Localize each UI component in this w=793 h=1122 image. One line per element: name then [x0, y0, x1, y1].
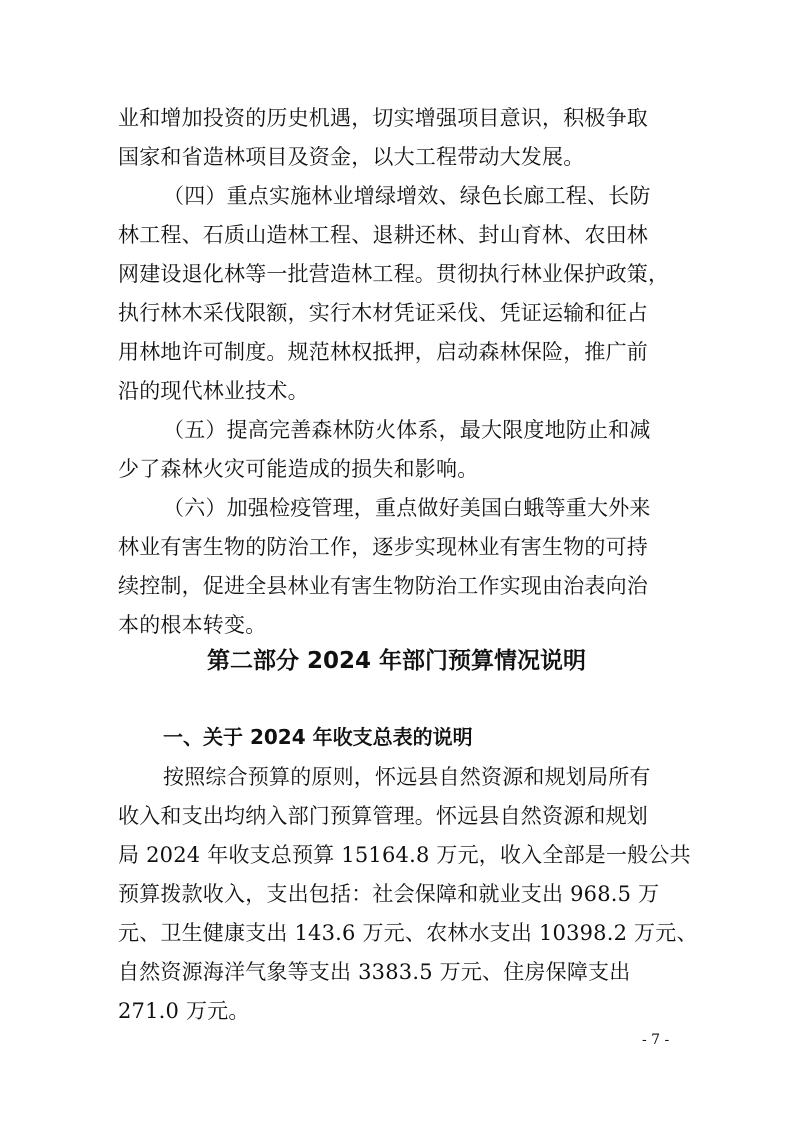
paragraph-six-first-line: （六）加强检疫管理，重点做好美国白蛾等重大外来 [163, 496, 651, 520]
text-line: 林业有害生物的防治工作，逐步实现林业有害生物的可持 [118, 535, 648, 559]
text-line: 林工程、石质山造林工程、退耕还林、封山育林、农田林 [118, 223, 648, 247]
text-line: 收入和支出均纳入部门预算管理。怀远县自然资源和规划 [118, 804, 648, 828]
text-line: 用林地许可制度。规范林权抵押，启动森林保险，推广前 [118, 340, 648, 364]
paragraph-four-first-line: （四）重点实施林业增绿增效、绿色长廊工程、长防 [163, 184, 651, 208]
text-line: 续控制，促进全县林业有害生物防治工作实现由治表向治 [118, 574, 648, 598]
section-title: 第二部分 2024 年部门预算情况说明 [206, 648, 587, 674]
text-line: 少了森林火灾可能造成的损失和影响。 [118, 457, 479, 481]
budget-paragraph-first-line: 按照综合预算的原则，怀远县自然资源和规划局所有 [163, 765, 651, 789]
text-line: 自然资源海洋气象等支出 3383.5 万元、住房保障支出 [118, 960, 631, 984]
paragraph-five-first-line: （五）提高完善森林防火体系，最大限度地防止和减 [163, 418, 651, 442]
text-line: 网建设退化林等一批营造林工程。贯彻执行林业保护政策， [118, 262, 670, 286]
text-line: 业和增加投资的历史机遇，切实增强项目意识，积极争取 [118, 106, 648, 130]
text-line: 271.0 万元。 [118, 999, 250, 1023]
text-line: 国家和省造林项目及资金，以大工程带动大发展。 [118, 145, 585, 169]
text-line: 预算拨款收入，支出包括：社会保障和就业支出 968.5 万 [118, 882, 660, 906]
subsection-heading: 一、关于 2024 年收支总表的说明 [163, 725, 473, 749]
text-line: 本的根本转变。 [118, 613, 267, 637]
text-line: 局 2024 年收支总预算 15164.8 万元，收入全部是一般公共 [118, 843, 691, 867]
page-number: - 7 - [642, 1032, 670, 1048]
text-line: 执行林木采伐限额，实行木材凭证采伐、凭证运输和征占 [118, 301, 648, 325]
text-line: 元、卫生健康支出 143.6 万元、农林水支出 10398.2 万元、 [118, 921, 698, 945]
text-line: 沿的现代林业技术。 [118, 379, 309, 403]
